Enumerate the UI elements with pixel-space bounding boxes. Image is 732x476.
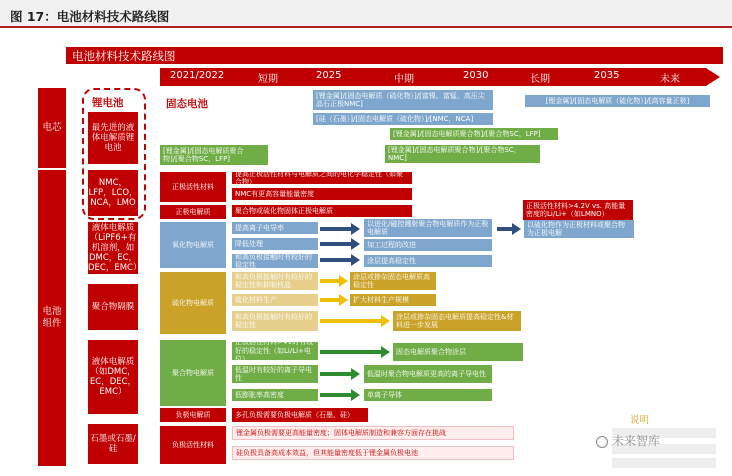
oxide-subitem: 和高负极接触时有较好的稳定性 [232, 254, 318, 268]
row-label-anode-electrolyte: 负极电解质 [160, 408, 226, 422]
timeline-label: 2035 [594, 70, 620, 81]
solid-state-title: 固态电池 [166, 98, 208, 110]
watermark-logo-icon [596, 436, 608, 448]
timeline-label: 未来 [660, 74, 680, 85]
watermark-text: 未来智库 [612, 434, 661, 448]
polymer-target: 固态电解质聚合物涂层 [393, 343, 523, 361]
lithium-title: 锂电池 [92, 97, 124, 109]
section-component: 电池组件 [38, 170, 66, 466]
anode-electrolyte-item: 多孔负极需要负极电解质（石墨、硅） [232, 408, 368, 422]
legend-title: 说明 [630, 415, 650, 426]
lithium-category: 聚合物隔膜 [88, 284, 138, 330]
roadmap-box: [硅（石墨）]/[固态电解质（硫化物）]/[NMC，NCA] [313, 113, 493, 125]
oxide-subitem: 提高离子电导率 [232, 222, 318, 234]
lithium-category: NMC，LFP，LCO，NCA，LMO [88, 170, 138, 216]
sulfide-target: 涂层或掺杂固态电解质提高稳定性&材料进一步发展 [393, 311, 521, 331]
timeline-bar [160, 68, 706, 86]
row-label-cathode-active: 正极活性材料 [160, 172, 226, 202]
cathode-electrolyte-item: 聚合物或硫化物固体正极电解质 [232, 205, 412, 217]
diagram-banner: 电池材料技术路线图 [66, 47, 723, 64]
legend-entry [612, 458, 716, 468]
polymer-target: 低温时聚合物电解质更高的离子导电性 [364, 365, 492, 383]
section-cell: 电芯 [38, 88, 66, 168]
oxide-target: 加工过程的改进 [364, 239, 492, 251]
oxide-target: 以进化/磁控溅射聚合物电解质作为正极电解质 [364, 219, 492, 237]
cathode-item: 正极活性材料>4.2V vs. 高能量密度的Li/Li+（如LMNO） [523, 200, 633, 220]
polymer-subitem: 正极活性材料>4V时有较好的稳定性（如Li/Li+电位） [232, 342, 318, 360]
lithium-category: 液体电解质（LiPF6+有机溶剂，如DMC，EC，DEC，EMC） [88, 222, 142, 274]
cathode-item: NMC有更高容量能量密度 [232, 188, 412, 200]
timeline-label: 中期 [394, 74, 414, 85]
anode-item: 锂金属负极需要更高能量密度；固体电解质制造和兼容方面存在挑战 [232, 426, 514, 440]
oxide-subitem: 降低处理 [232, 238, 318, 250]
row-label-polymer: 聚合物电解质 [160, 340, 226, 406]
roadmap-box: [锂金属]/[固态电解质聚合物]/[聚合物SC，LFP] [390, 128, 558, 140]
sulfide-subitem: 硫化材料生产 [232, 294, 318, 306]
oxide-extra: 以硫化物作为正极材料或聚合物为正极电解 [524, 220, 634, 238]
roadmap-box: [锂金属]/[固态电解质聚合物]/[聚合物SC，LFP] [160, 145, 268, 165]
watermark [596, 432, 660, 449]
lithium-category: 最先进的液体电解质锂电池 [88, 112, 138, 164]
timeline-label: 长期 [530, 74, 550, 85]
roadmap-box: [锂金属]/[固态电解质聚合物]/[聚合物SC，NMC] [385, 145, 540, 163]
oxide-target: 涂层提高稳定性 [364, 255, 492, 267]
sulfide-subitem: 和高负极接触时有较好的稳定性 [232, 311, 318, 331]
figure-title: 图 17：电池材料技术路线图 [0, 0, 732, 26]
timeline-label: 短期 [258, 74, 278, 85]
roadmap-box: [锂金属]/[固态电解质（硫化物）]/[富镍、富锰、高压尖晶石正极NMC] [313, 90, 493, 110]
lithium-category: 液体电解质（如DMC，EC，DEC，EMC） [88, 340, 138, 414]
title-divider [0, 26, 732, 28]
sulfide-target: 扩大材料生产规模 [350, 294, 436, 306]
polymer-subitem: 低膨胀率高密度 [232, 389, 318, 401]
sulfide-target: 涂层或掺杂固态电解质高稳定性 [350, 272, 436, 290]
row-label-cathode-electrolyte: 正极电解质 [160, 205, 226, 219]
sulfide-subitem: 和高负极接触时有较好的稳定性和抑制枝晶 [232, 272, 318, 290]
row-label-sulfide: 硫化物电解质 [160, 272, 226, 334]
roadmap-box: [锂金属]/[固态电解质（硫化物）]/[高容量正极] [525, 95, 710, 107]
timeline-label: 2025 [316, 70, 342, 81]
row-label-anode-active: 负极活性材料 [160, 426, 226, 464]
timeline-label: 2021/2022 [170, 70, 225, 81]
cathode-item: 提高正极活性材料与电解质之间的电化学稳定性（如聚合物） [232, 172, 412, 184]
polymer-target: 单离子导体 [364, 389, 492, 401]
polymer-subitem: 低温时有较好的离子导电性 [232, 365, 318, 383]
timeline-arrow-head [706, 68, 720, 86]
lithium-category: 石墨或石墨/硅 [88, 424, 138, 464]
timeline-label: 2030 [463, 70, 489, 81]
anode-item: 硅负极具备高成本效益，但其能量密度低于锂金属负极电池 [232, 446, 514, 460]
row-label-oxide: 氧化物电解质 [160, 222, 226, 268]
